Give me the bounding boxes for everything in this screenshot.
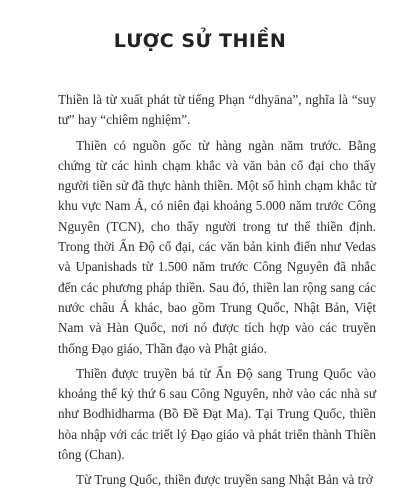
paragraph-4: Từ Trung Quốc, thiền được truyền sang Nhật Bản và trở [76,472,373,488]
chapter-title: LƯỢC SỬ THIỀN [113,30,287,52]
paragraph-2: Thiền có nguồn gốc từ hàng ngàn năm trước. Bằng chứng từ các hình chạm khắc và văn bản cổ đại cho thấy người tiền sử đã thực hành thiền. Một số hình chạm khắc từ khu vực Nam Á, có niên đại khoảng 5.000 năm trước Công Nguyên (TCN), cho thấy người trong tư thế thiền định. Trong thời Ấn Độ cổ đại, các văn bản kinh điển như Vedas và Upanishads từ 1.500 năm trước Công Nguyên đã nhắc đến các phương pháp thiền. Sau đó, thiền lan rộng sang các nước châu Á khác, bao gồm Trung Quốc, Nhật Bản, Việt Nam và Hàn Quốc, nơi nó được tích hợp vào các truyền thống Đạo giáo, Thần đạo và Phật giáo. [58,137,376,356]
paragraph-1: Thiền là từ xuất phát từ tiếng Phạn “dhyāna”, nghĩa là “suy tư” hay “chiêm nghiệm”. [58,92,376,128]
paragraph-3: Thiền được truyền bá từ Ấn Độ sang Trung Quốc vào khoảng thế kỷ thứ 6 sau Công Nguyên, nhờ vào các nhà sư như Bodhidharma (Bồ Đề Đạt Ma). Tại Trung Quốc, thiền hòa nhập với các triết lý Đạo giáo và phát triển thành Thiền tông (Chan). [58,365,376,463]
chapter-body [58,90,376,496]
